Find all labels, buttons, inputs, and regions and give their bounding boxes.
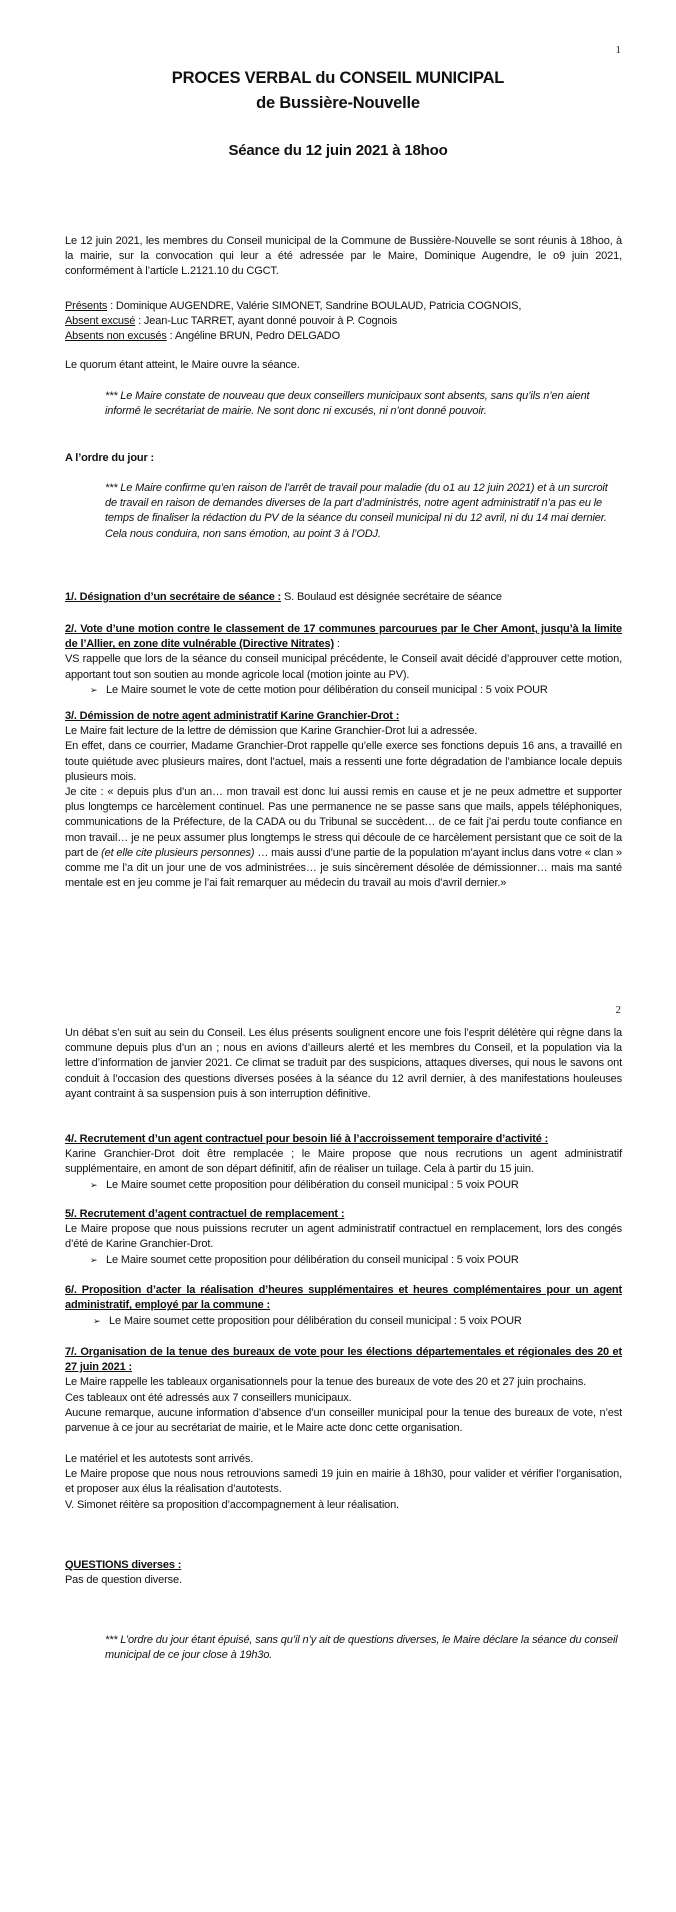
item-4 — [65, 1132, 622, 1178]
quote-aside: (et elle cite plusieurs personnes) — [101, 846, 255, 859]
item-2 — [65, 622, 622, 683]
closing-note: *** L’ordre du jour étant épuisé, sans qu’il n’y ait de questions diverses, le Maire déclare la séance du conseil municipal de ce jour close à 19h3o. — [105, 1634, 618, 1662]
item-3-quote — [65, 785, 622, 891]
item-4-vote — [90, 1178, 620, 1193]
item-5 — [65, 1207, 622, 1253]
presents-value: : Dominique AUGENDRE, Valérie SIMONET, Sandrine BOULAUD, Patricia COGNOIS, — [107, 300, 522, 312]
item-2-heading: 2/. Vote d’une motion contre le classement de 17 communes parcourues par le Cher Amont, jusqu’à la limite de l’Allier, en zone dite vulnérable (Directive Nitrates) — [65, 623, 622, 651]
questions-section — [65, 1558, 622, 1588]
item-7-body-1: Le Maire rappelle les tableaux organisationnels pour la tenue des bureaux de vote des 20 et 27 juin prochains. — [65, 1376, 587, 1389]
quorum-statement: Le quorum étant atteint, le Maire ouvre la séance. — [65, 359, 300, 371]
item-3-body-2: En effet, dans ce courrier, Madame Granchier-Drot rappelle qu’elle exerce ses fonctions depuis 16 ans, a travaillé en toute quiétude avec plusieurs maires, dont l’actuel, mais a ressenti une forte dégradation de l’ambiance locale depuis plusieurs mois. — [65, 740, 622, 783]
document-title-commune: de Bussière-Nouvelle — [256, 94, 420, 112]
item-2-vote — [90, 683, 620, 698]
quote-text-1: Je cite : « depuis plus d’un an… mon travail est donc lui aussi remis en cause et je ne peux admettre et supporter plus longtemps ce harcèlement continuel. Pas une permanence ne se passe sans que mails, appels téléphoniques, communications de la Préfecture, de la CADA ou du Tribunal se succèdent… de ce fait j’ai perdu toute confiance en mon travail… je ne peux assumer plus longtemps le stress qui découle de ce harcèlement persistant que ce soit de la part de — [65, 786, 622, 859]
item-3-body-1: Le Maire fait lecture de la lettre de démission que Karine Granchier-Drot lui a adressée. — [65, 725, 478, 738]
item-6-vote — [93, 1314, 623, 1329]
item-4-heading: 4/. Recrutement d’un agent contractuel pour besoin lié à l’accroissement temporaire d’activité : — [65, 1133, 549, 1145]
questions-heading: QUESTIONS diverses : — [65, 1559, 182, 1571]
arrow-bullet-icon: ➢ — [90, 685, 98, 695]
agenda-note-text: *** Le Maire confirme qu’en raison de l’arrêt de travail pour maladie (du o1 au 12 juin 2021) et à un surcroit de travail en raison de demandes diverses de la part d’administrés, notre agent administratif n’a pas eu le temps de finaliser la rédaction du PV de la séance du conseil municipal ni du 12 avril, ni du 14 mai dernier. — [105, 482, 608, 525]
questions-body: Pas de question diverse. — [65, 1574, 182, 1587]
item-3-debate: Un débat s’en suit au sein du Conseil. Les élus présents soulignent encore une fois l’esprit délétère qui règne dans la commune depuis plus d’un an ; nous en avions d’ailleurs alerté et les membres du Conseil, et la population via la lettre d’information de janvier 2021. Ce climat se traduit par des suspicions, attaques diverses, qui nous le savons ont conduit à l’occasion des questions diverses posées à la séance du 12 avril dernier, à des manifestations houleuses ayant contraint à sa suspension puis à son interruption définitive. — [65, 1027, 622, 1100]
absent-excuse-label: Absent excusé — [65, 315, 136, 328]
item-5-vote-text: Le Maire soumet cette proposition pour délibération du conseil municipal : 5 voix POUR — [106, 1254, 519, 1266]
item-4-body: Karine Granchier-Drot doit être remplacée ; le Maire propose que nous recrutions un agent administratif supplémentaire, en amont de son départ définitif, afin de réaliser un tuilage. Cela à partir du 15 juin. — [65, 1148, 622, 1176]
document-title: PROCES VERBAL du CONSEIL MUNICIPAL — [171, 69, 505, 87]
item-2-body: VS rappelle que lors de la séance du conseil municipal précédente, le Conseil avait décidé d’approuver cette motion, apportant tout son soutien au monde agricole local (motion jointe au PV). — [65, 653, 622, 681]
item-7-body-2: Ces tableaux ont été adressés aux 7 conseillers municipaux. — [65, 1391, 352, 1404]
item-3 — [65, 709, 622, 891]
session-heading: Séance du 12 juin 2021 à 18hoo — [228, 142, 448, 159]
absence-note: *** Le Maire constate de nouveau que deux conseillers municipaux sont absents, sans qu’ils n’en aient informé le secrétariat de mairie. Ne sont donc ni excusés, ni n’ont donné pouvoir. — [105, 390, 590, 418]
item-2-vote-text: Le Maire soumet le vote de cette motion pour délibération du conseil municipal : 5 voix POUR — [106, 684, 548, 696]
arrow-bullet-icon: ➢ — [93, 1316, 101, 1326]
item-1 — [65, 590, 622, 605]
attendance-list — [65, 299, 622, 345]
item-5-body: Le Maire propose que nous puissions recruter un agent administratif contractuel en remplacement, lors des congés d’été de Karine Granchier-Drot. — [65, 1223, 622, 1251]
item-7 — [65, 1345, 622, 1436]
item-6-vote-text: Le Maire soumet cette proposition pour délibération du conseil municipal : 5 voix POUR — [109, 1315, 522, 1327]
presents-line — [65, 299, 622, 314]
item-5-vote — [90, 1253, 620, 1268]
item-6 — [65, 1283, 622, 1313]
item-1-text: S. Boulaud est désignée secrétaire de séance — [281, 591, 502, 603]
item-2-heading-suffix: : — [333, 638, 340, 651]
agenda-note — [105, 481, 622, 542]
page-number: 2 — [615, 1004, 621, 1016]
item-7-body-3: Aucune remarque, aucune information d’absence d’un conseiller municipal pour la tenue des bureaux de vote, n’est parvenue à ce jour au secrétariat de mairie, et le Maire acte donc cette organisation. — [65, 1406, 622, 1435]
intro-paragraph: Le 12 juin 2021, les membres du Conseil municipal de la Commune de Bussière-Nouvelle se sont réunis à 18hoo, à la mairie, sur la convocation qui leur a été adressée par le Maire, Dominique Augendre, le o9 juin 2021, conformément à l’article L.2121.10 du CGCT. — [65, 235, 622, 278]
absent-excuse-line — [65, 314, 622, 329]
item-7-body-6: V. Simonet réitère sa proposition d’accompagnement à leur réalisation. — [65, 1498, 399, 1511]
item-1-heading: 1/. Désignation d’un secrétaire de séance : — [65, 591, 282, 603]
item-7-body-4: Le matériel et les autotests sont arrivés. — [65, 1453, 254, 1465]
presents-label: Présents — [65, 300, 108, 312]
absents-non-excuses-label: Absents non excusés — [65, 330, 167, 343]
item-5-heading: 5/. Recrutement d’agent contractuel de remplacement : — [65, 1208, 345, 1220]
item-7-heading: 7/. Organisation de la tenue des bureaux de vote pour les élections départementales et régionales des 20 et 27 juin 2021 : — [65, 1346, 622, 1374]
item-6-heading: 6/. Proposition d’acter la réalisation d’heures supplémentaires et heures complémentaires pour un agent administratif, employé par la commune : — [65, 1284, 622, 1312]
absents-non-excuses-line — [65, 329, 622, 344]
absent-excuse-value: : Jean-Luc TARRET, ayant donné pouvoir à P. Cognois — [135, 315, 398, 328]
absents-non-excuses-value: : Angéline BRUN, Pedro DELGADO — [166, 330, 340, 343]
item-4-vote-text: Le Maire soumet cette proposition pour délibération du conseil municipal : 5 voix POUR — [106, 1179, 519, 1191]
agenda-note-followup: Cela nous conduira, non sans émotion, au point 3 à l’ODJ. — [105, 527, 381, 540]
agenda-heading: A l’ordre du jour : — [65, 452, 155, 464]
arrow-bullet-icon: ➢ — [90, 1255, 98, 1265]
page-number: 1 — [615, 44, 621, 56]
item-3-heading: 3/. Démission de notre agent administratif Karine Granchier-Drot : — [65, 710, 400, 722]
quote-text-2: … mais aussi d’une partie de la population m’ayant inclus dans votre « clan » comme me l’a dit un jour une de vos administrées… je suis sincèrement désolée de démissionner… mais ma santé mentale est en jeu comme je l’ai fait remarquer au médecin du travail au mois d’avril dernier.» — [65, 846, 622, 890]
item-7-body-5: Le Maire propose que nous nous retrouvions samedi 19 juin en mairie à 18h30, pour valider et vérifier l’organisation, et proposer aux élus la réalisation d’autotests. — [65, 1468, 622, 1496]
arrow-bullet-icon: ➢ — [90, 1180, 98, 1190]
item-7-logistics — [65, 1452, 622, 1513]
